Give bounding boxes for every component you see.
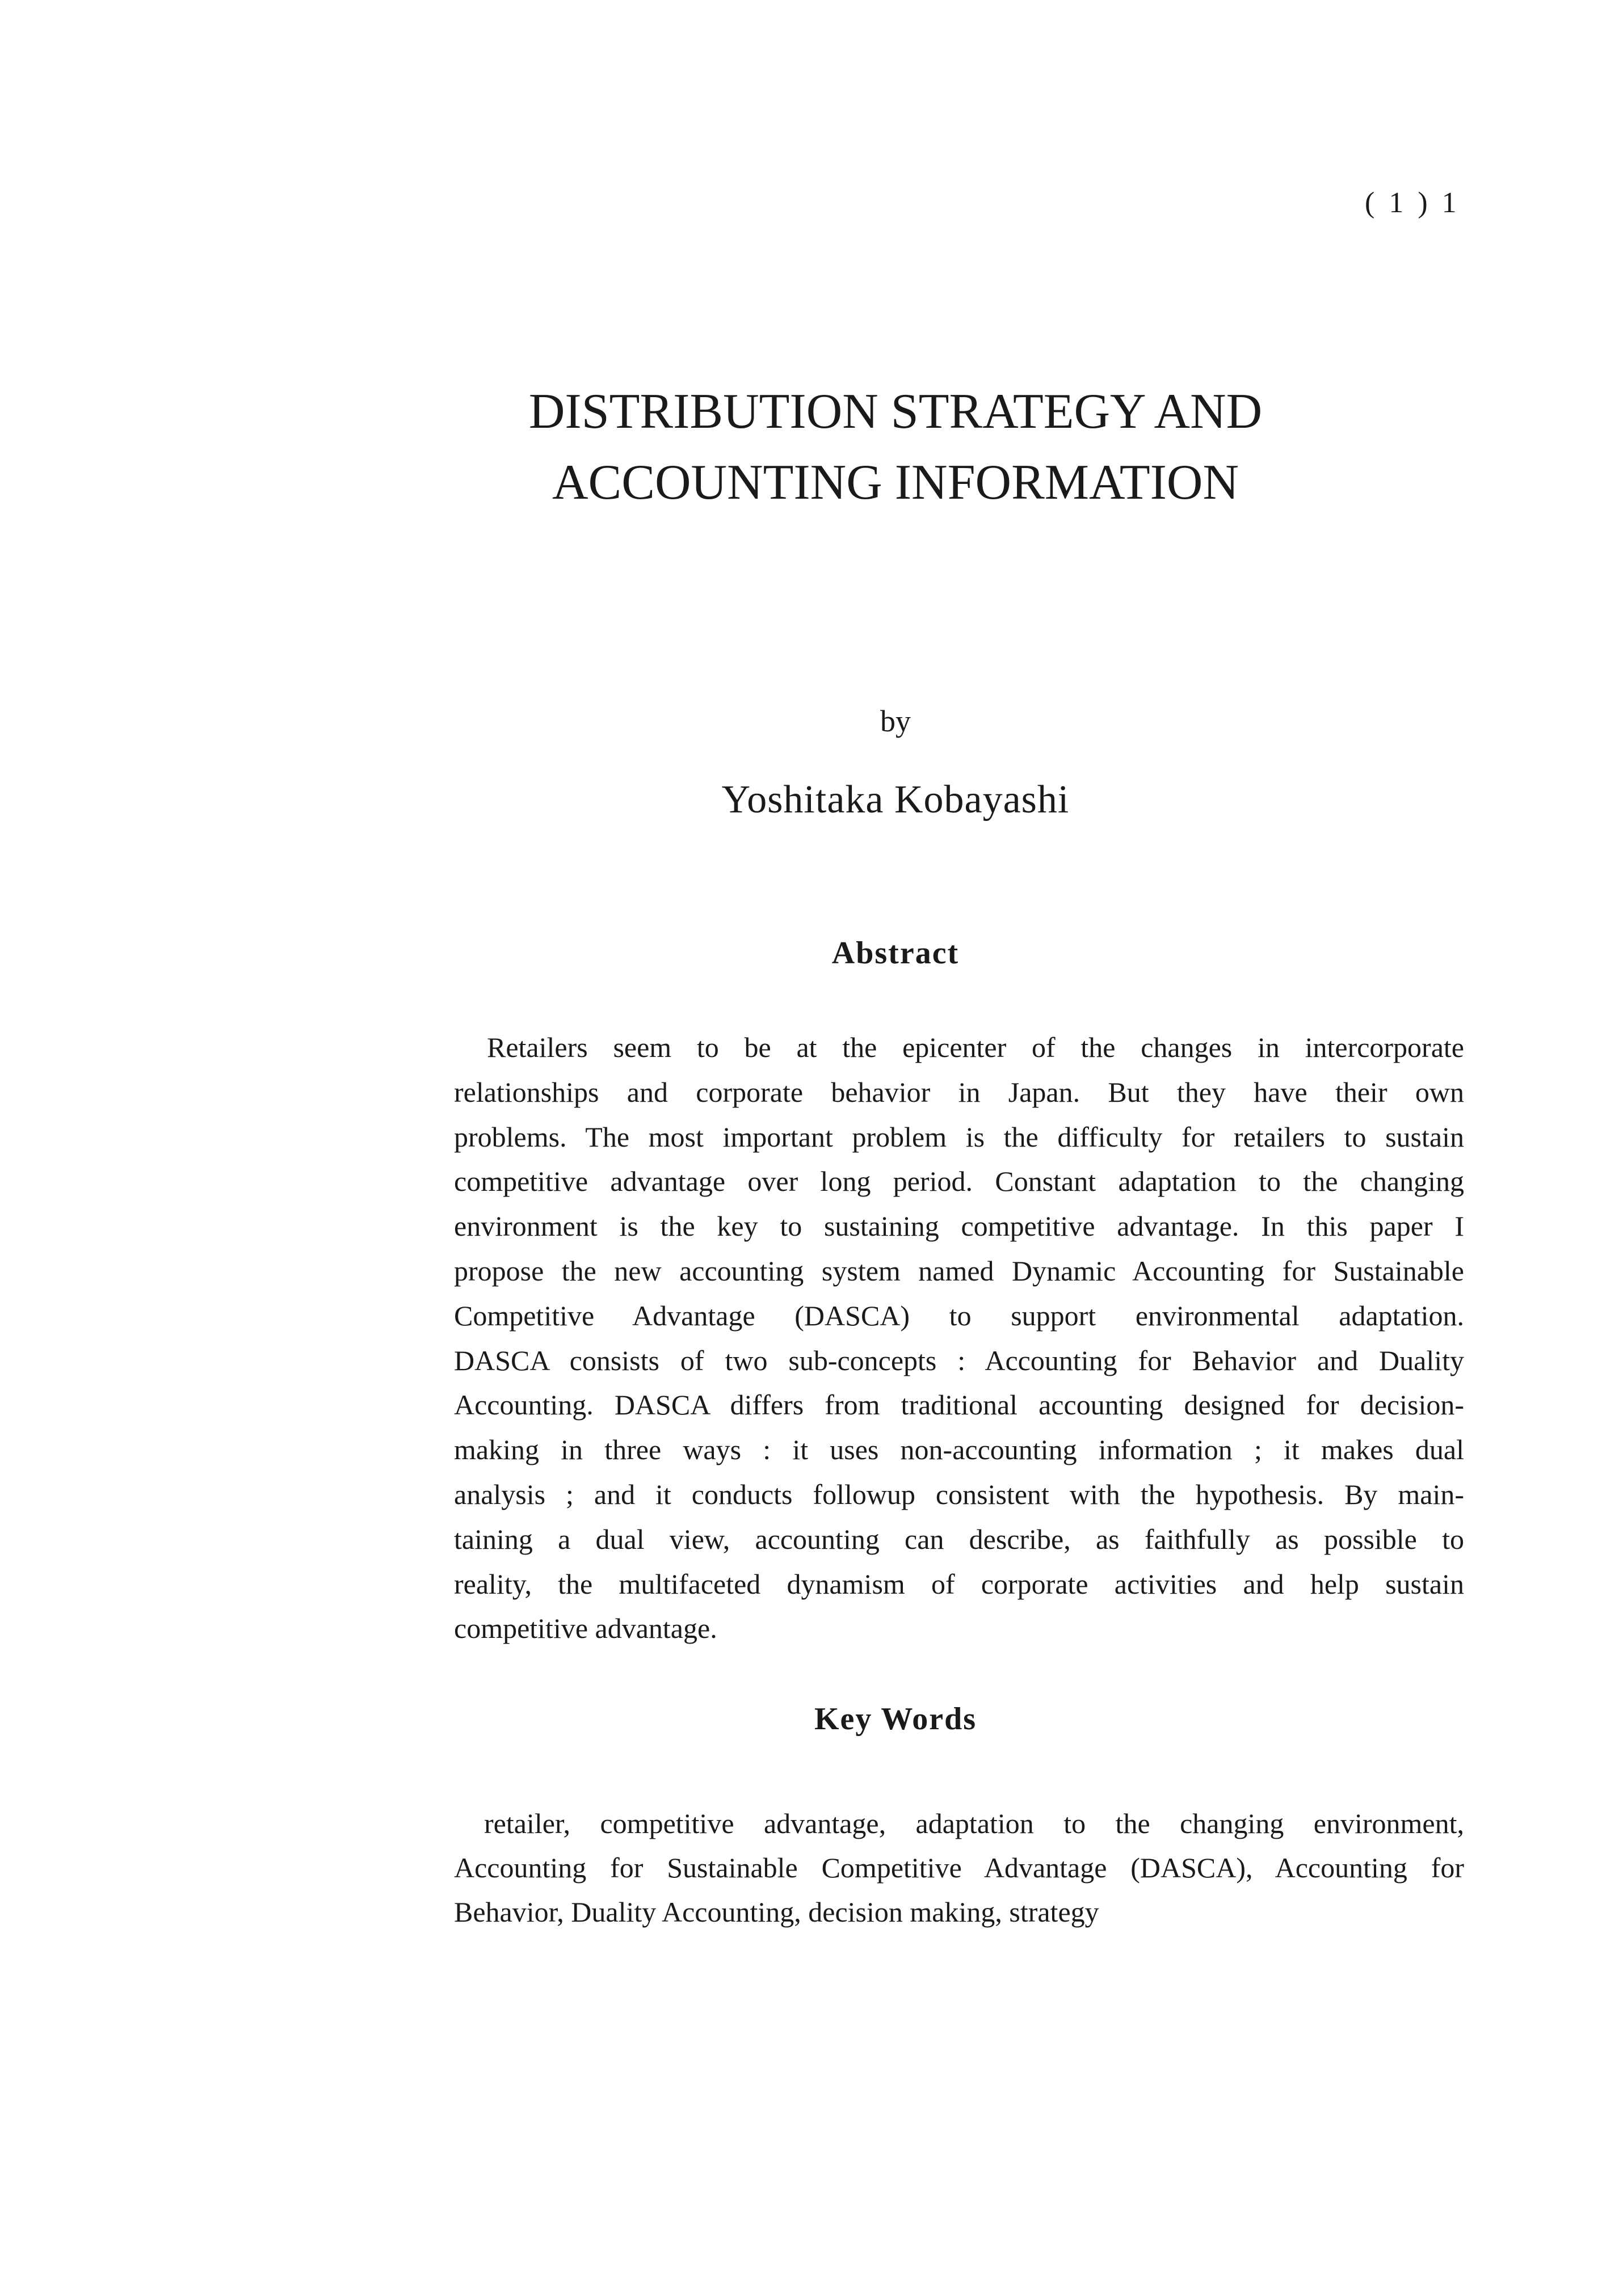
kw-line: retailer, competitive advantage, adaptation to the changing environment, [484,1808,1464,1839]
abs-text-line: taining a dual view, accounting can describe, as faithfully as possible to [454,1523,1464,1555]
abs-text-line: Competitive Advantage (DASCA) to support environmental adaptation. [454,1299,1464,1332]
title-line-1: DISTRIBUTION STRATEGY AND [528,384,1263,439]
abs-text-line: environment is the key to sustaining competitive advantage. In this paper I [454,1210,1464,1242]
abs-text-line: analysis ; and it conducts followup consistent with the hypothesis. By main- [454,1478,1464,1510]
page-number: ( 1 ) 1 [1365,187,1460,219]
abs-text-line: making in three ways : it uses non-accounting information ; it makes dual [454,1434,1464,1466]
kw-line: Behavior, Duality Accounting, decision making, strategy [454,1896,1099,1928]
abs-text-line: propose the new accounting system named Dynamic Accounting for Sustainable [454,1255,1464,1287]
abstract-heading: Abstract [831,936,960,971]
key-words-heading: Key Words [814,1701,977,1737]
abs-text-line: reality, the multifaceted dynamism of corporate activities and help sustain [454,1568,1464,1600]
title-line-2: ACCOUNTING INFORMATION [552,455,1239,510]
abs-text-line: competitive advantage. [454,1612,717,1645]
byline: by [880,704,911,738]
abs-text-line: relationships and corporate behavior in Japan. But they have their own [454,1076,1464,1108]
abs-text-line: Accounting. DASCA differs from traditional accounting designed for decision- [454,1389,1464,1421]
abs-text-line: competitive advantage over long period. Constant adaptation to the changing [454,1165,1464,1198]
abs-text-line: DASCA consists of two sub-concepts : Accounting for Behavior and Duality [454,1344,1464,1376]
author-name: Yoshitaka Kobayashi [721,778,1070,821]
abs-text-line: Retailers seem to be at the epicenter of the changes in intercorporate [487,1031,1464,1063]
abs-text-line: problems. The most important problem is the difficulty for retailers to sustain [454,1120,1464,1153]
kw-line: Accounting for Sustainable Competitive Advantage (DASCA), Accounting for [454,1852,1464,1884]
